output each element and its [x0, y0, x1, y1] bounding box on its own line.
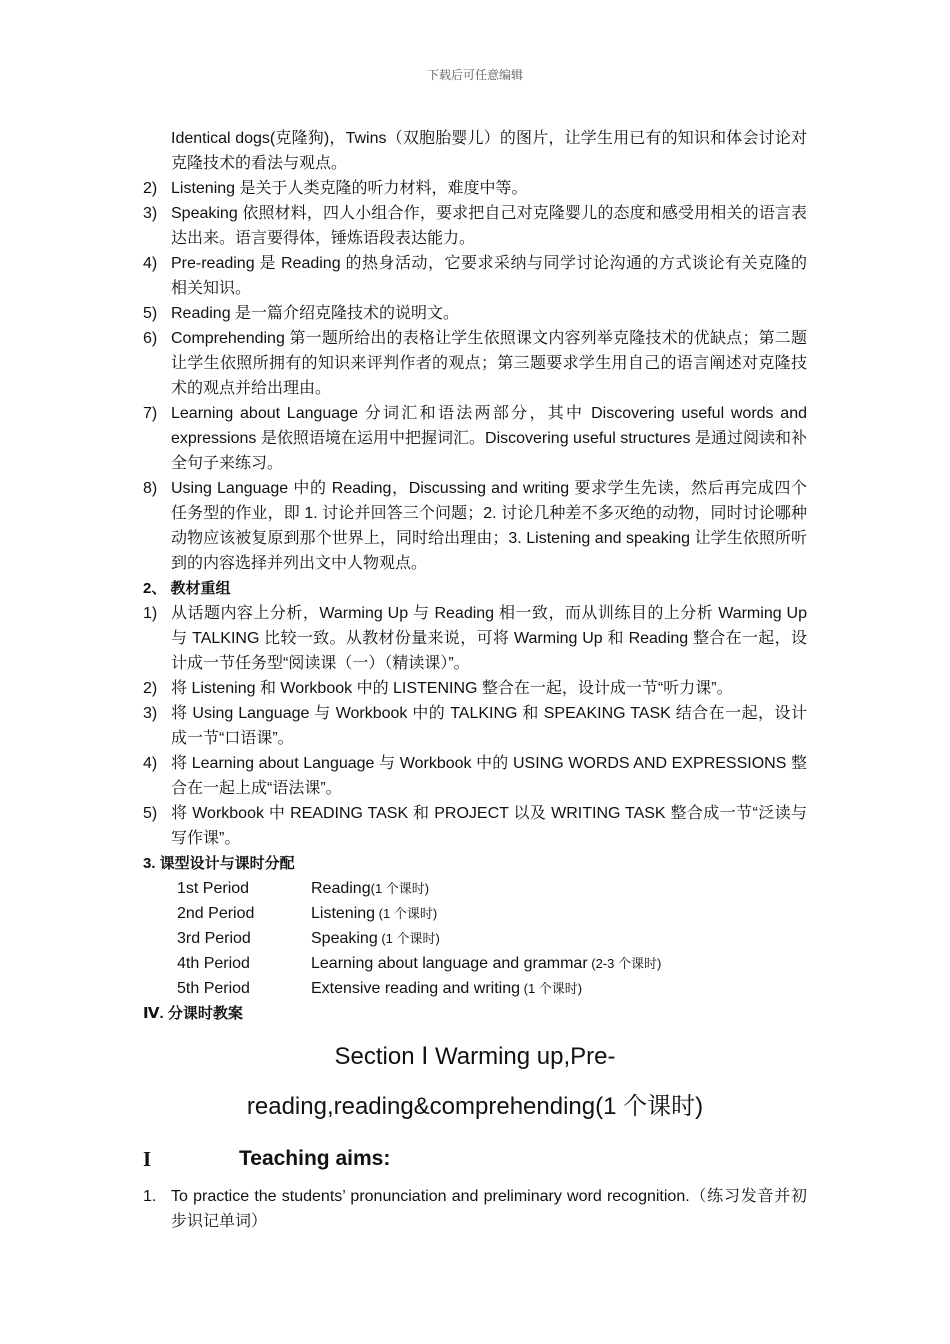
list-item	[143, 176, 807, 201]
list-item	[143, 801, 807, 851]
period-content	[311, 976, 582, 1001]
item-number: 5)	[143, 305, 158, 322]
item-number: 3)	[143, 205, 158, 222]
period-content-text: Listening	[311, 905, 376, 922]
list-item	[143, 326, 807, 401]
document-body	[143, 126, 807, 1234]
item-number: 2)	[143, 180, 158, 197]
list-item	[143, 301, 807, 326]
period-name: 2nd Period	[177, 905, 255, 922]
period-content	[311, 951, 661, 976]
period-content-text: Learning about language and grammar	[311, 955, 588, 972]
item-number: 4)	[143, 255, 158, 272]
period-row	[177, 926, 807, 951]
period-content	[311, 876, 429, 901]
item-number: 4)	[143, 755, 158, 772]
period-hours: (1 个课时)	[520, 981, 583, 996]
list-item	[143, 251, 807, 301]
period-hours: (1 个课时)	[377, 931, 440, 946]
list-item	[143, 751, 807, 801]
list-item	[143, 601, 807, 676]
item-text: Speaking 依照材料，四人小组合作，要求把自己对克隆婴儿的态度和感受用相关的语言表达出来。语言要得体，锤炼语段表达能力。	[171, 205, 807, 247]
period-row	[177, 976, 807, 1001]
item-text: Comprehending 第一题所给出的表格让学生依照课文内容列举克隆技术的优缺点；第二题让学生依照所拥有的知识来评判作者的观点；第三题要求学生用自己的语言阐述对克隆技术的观点并给出理由。	[171, 330, 807, 397]
item-number: 1)	[143, 605, 158, 622]
item-text: 将 Listening 和 Workbook 中的 LISTENING 整合在一起，设计成一节“听力课”。	[171, 680, 733, 697]
period-row	[177, 901, 807, 926]
period-content	[311, 901, 437, 926]
list-item	[143, 676, 807, 701]
period-content	[311, 926, 440, 951]
item-text: Using Language 中的 Reading，Discussing and writing 要求学生先读，然后再完成四个任务型的作业，即 1. 讨论并回答三个问题；2. 讨论几种差不多灭绝的动物，同时讨论哪种动物应该被复原到那个世界上，同时给出理由；3. Listening and speaking 让学生依照所听到的内容选择并列出文中人物观点。	[171, 480, 807, 572]
period-content-text: Extensive reading and writing	[311, 980, 521, 997]
list-item	[143, 1184, 807, 1234]
period-hours: (1 个课时)	[370, 881, 430, 896]
item-text: Learning about Language 分词汇和语法两部分，其中 Discovering useful words and expressions 是依照语境在运用中把握词汇。Discovering useful structures 是通过阅读和补全句子来练习。	[171, 405, 807, 472]
list-item	[143, 701, 807, 751]
item-number: 3)	[143, 705, 158, 722]
period-content-text: Speaking	[311, 930, 378, 947]
period-content-text: Reading	[311, 880, 371, 897]
item-text: Reading 是一篇介绍克隆技术的说明文。	[171, 305, 460, 322]
item-number: 1.	[143, 1188, 157, 1205]
item-text: 将 Learning about Language 与 Workbook 中的 USING WORDS AND EXPRESSIONS 整合在一起上成“语法课”。	[171, 755, 807, 797]
aims-label: Teaching aims:	[239, 1147, 391, 1170]
item-text: 将 Using Language 与 Workbook 中的 TALKING 和 SPEAKING TASK 结合在一起，设计成一节“口语课”。	[171, 705, 807, 747]
item-text: Pre-reading 是 Reading 的热身活动，它要求采纳与同学讨论沟通的方式谈论有关克隆的相关知识。	[171, 255, 807, 297]
item-number: 8)	[143, 480, 158, 497]
item-text: 从话题内容上分析，Warming Up 与 Reading 相一致，而从训练目的上分析 Warming Up 与 TALKING 比较一致。从教材份量来说，可将 Warming Up 和 Reading 整合在一起，设计成一节任务型“阅读课（一）（精读课）”。	[171, 605, 807, 672]
aims-list	[143, 1184, 807, 1234]
period-name: 4th Period	[177, 955, 250, 972]
period-row	[177, 951, 807, 976]
item-number: 2)	[143, 680, 158, 697]
item-text: 将 Workbook 中 READING TASK 和 PROJECT 以及 WRITING TASK 整合成一节“泛读与写作课”。	[171, 805, 807, 847]
period-hours: (1 个课时)	[375, 906, 438, 921]
item-number: 5)	[143, 805, 158, 822]
list-item	[143, 401, 807, 476]
period-row	[177, 876, 807, 901]
lesson-plan-heading: Ⅳ. 分课时教案	[143, 1005, 243, 1022]
reorg-heading: 2、 教材重组	[143, 580, 231, 597]
intro-continuation: Identical dogs(克隆狗)，Twins（双胞胎婴儿）的图片，让学生用已有的知识和体会讨论对克隆技术的看法与观点。	[171, 130, 807, 172]
section-title-line: reading,reading&comprehending(1 个课时)	[246, 1093, 704, 1120]
list-item	[143, 476, 807, 576]
aims-roman-numeral: I	[143, 1147, 152, 1171]
periods-table	[177, 876, 807, 1001]
list-item	[143, 201, 807, 251]
period-name: 1st Period	[177, 880, 250, 897]
item-number: 7)	[143, 405, 158, 422]
item-text: To practice the students’ pronunciation and preliminary word recognition.（练习发音并初步识记单词）	[171, 1188, 807, 1230]
analysis-list	[143, 176, 807, 576]
aims-heading	[143, 1134, 807, 1184]
period-name: 3rd Period	[177, 930, 251, 947]
reorg-list	[143, 601, 807, 851]
periods-heading: 3. 课型设计与课时分配	[143, 855, 295, 872]
item-text: Listening 是关于人类克隆的听力材料，难度中等。	[171, 180, 528, 197]
section-title-line: Section Ⅰ Warming up,Pre-	[334, 1043, 616, 1070]
period-hours: (2-3 个课时)	[587, 956, 662, 971]
period-name: 5th Period	[177, 980, 250, 997]
item-number: 6)	[143, 330, 158, 347]
page-header: 下载后可任意编辑	[426, 68, 523, 82]
section-title	[143, 1032, 807, 1132]
